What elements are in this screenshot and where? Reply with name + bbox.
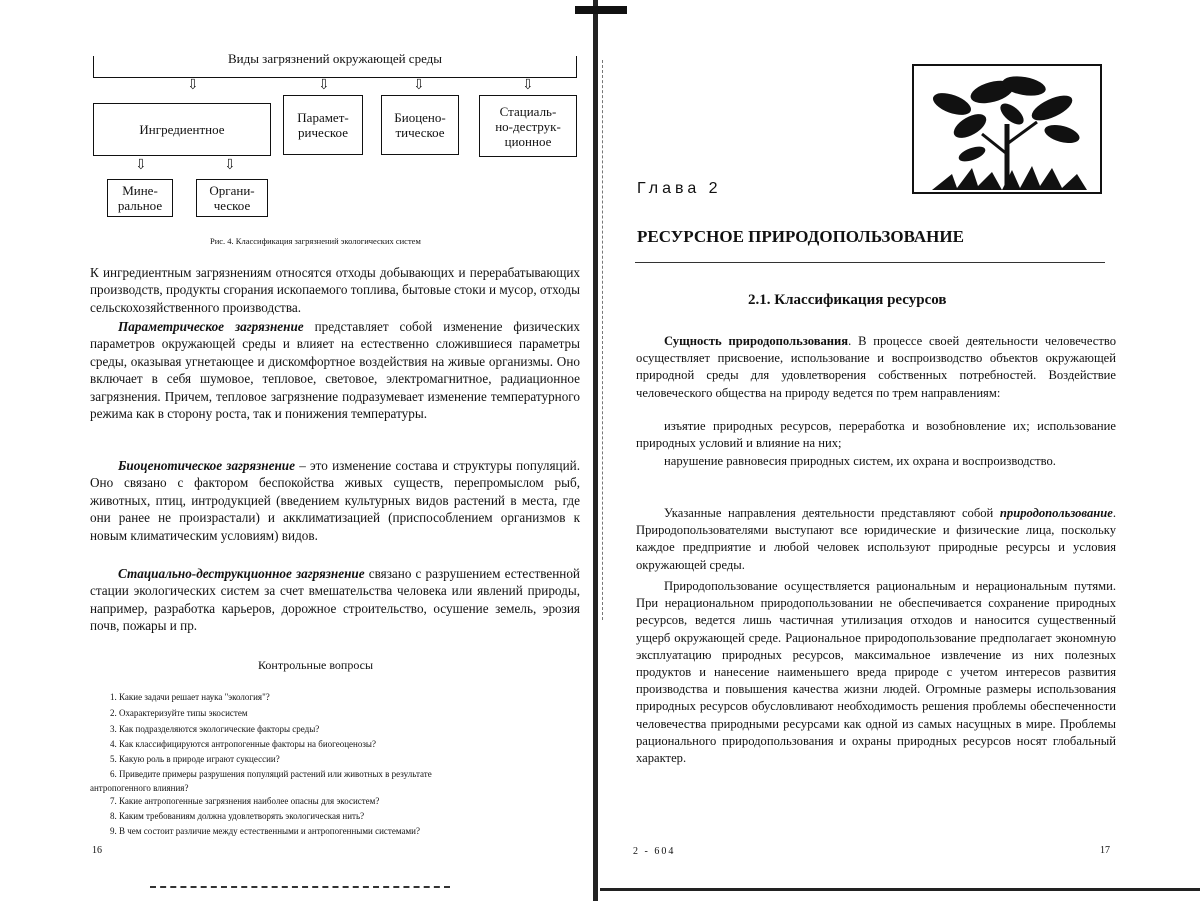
questions-title: Контрольные вопросы — [258, 658, 374, 672]
bottom-edge-line — [600, 888, 1200, 891]
question-item: 7. Какие антропогенные загрязнения наиболее опасны для экосистем? — [110, 796, 380, 806]
binding-edge-line — [602, 60, 604, 620]
page-number-left: 16 — [92, 845, 102, 856]
box-biocenotic: Биоцено- тическое — [381, 95, 459, 155]
question-item: 2. Охарактеризуйте типы экосистем — [110, 708, 248, 718]
paragraph-parametric: Параметрическое загрязнение представляет собой изменение физических параметров окружающей среды и влияет на естественно сложившиеся параметры среды, оказывая угнетающее и дискомфортное воздействия на живые организмы. Оно включает в себя шумовое, тепловое, световое, электромагнитное, радиационное загрязнения. Причем, тепловое загрязнение подразумевает изменение температурного режима как в сторону роста, так и понижения температуры. — [90, 319, 581, 422]
chapter-label: Глава 2 — [637, 180, 722, 197]
page-number-right: 17 — [1100, 845, 1110, 856]
arrow-down-icon: ⇩ — [135, 158, 147, 173]
paragraph-direction-2: нарушение равновесия природных систем, их охрана и воспроизводство. — [664, 454, 1056, 468]
chapter-rule — [635, 262, 1105, 263]
paragraph-biocenotic: Биоценотическое загрязнение – это изменение состава и структуры популяций. Оно связано с фактором беспокойства живых существ, перепромыслом рыб, животных, птиц, интродукцией (введением культурных видов растений в места, где они ранее не произрастали) и акклиматизацией (приспособлением организмов к новым климатическим условиям) видов. — [90, 458, 581, 543]
bottom-edge-dashes — [150, 886, 450, 888]
arrow-down-icon: ⇩ — [318, 78, 330, 93]
binding-shadow — [593, 0, 598, 901]
question-item: 1. Какие задачи решает наука "экология"? — [110, 692, 270, 702]
question-item: 6. Приведите примеры разрушения популяций растений или животных в результате — [110, 769, 432, 779]
box-parametric: Парамет- рическое — [283, 95, 363, 155]
plant-illustration — [912, 64, 1102, 194]
binding-top-mark — [575, 6, 627, 14]
paragraph-essence: Сущность природопользования. В процессе своей деятельности человечество осуществляет присвоение, использование и воспроизводство объектов окружающей природной среды для удовлетворения собственных потребностей. Воздействие человеческого общества на природу ведется по трем направлениям: — [636, 334, 1116, 400]
box-stational: Стациаль- но-деструк- ционное — [479, 95, 577, 157]
figure-title-box — [93, 51, 577, 78]
paragraph-directions-summary: Указанные направления деятельности представляют собой природопользование. Природопользователями выступают все юридические и физические лица, поскольку каждое предприятие и любой человек используют природные ресурсы и условия окружающей среды. — [636, 506, 1116, 572]
question-item: 8. Каким требованиям должна удовлетворять экологическая нить? — [110, 811, 365, 821]
figure-title: Виды загрязнений окружающей среды — [224, 51, 446, 66]
question-item: 9. В чем состоит различие между естественными и антропогенными системами? — [110, 826, 420, 836]
arrow-down-icon: ⇩ — [224, 158, 236, 173]
footer-signature: 2 - 604 — [633, 846, 676, 857]
paragraph-stational: Стациально-деструкционное загрязнение связано с разрушением естественной стации экологических систем за счет вмешательства человека или явлений природы, например, разработка карьеров, дорожное строительство, осушение земель, эрозия почв, пожары и пр. — [90, 566, 580, 634]
question-item: 4. Как классифицируются антропогенные факторы на биогеоценозы? — [110, 739, 376, 749]
chapter-title: РЕСУРСНОЕ ПРИРОДОПОЛЬЗОВАНИЕ — [637, 227, 964, 246]
box-mineral: Мине- ральное — [107, 179, 173, 217]
arrow-down-icon: ⇩ — [187, 78, 199, 93]
figure-caption: Рис. 4. Классификация загрязнений экологических систем — [210, 236, 421, 246]
question-item: 5. Какую роль в природе играют сукцессии? — [110, 754, 280, 764]
arrow-down-icon: ⇩ — [413, 78, 425, 93]
box-organic: Органи- ческое — [196, 179, 268, 217]
arrow-down-icon: ⇩ — [522, 78, 534, 93]
section-title: 2.1. Классификация ресурсов — [748, 292, 947, 308]
paragraph-direction-1: изъятие природных ресурсов, переработка и возобновление их; использование природных условий и влияние на них; — [636, 419, 1116, 451]
question-item: антропогенного влияния? — [90, 783, 189, 793]
box-ingredient: Ингредиентное — [93, 103, 271, 156]
paragraph-rational-use: Природопользование осуществляется рациональным и нерациональным путями. При нерациональном природопользовании не обеспечивается сохранение природных ресурсов, ведется лишь частичная утилизация отходов и наносится существенный ущерб окружающей среде. Рациональное природопользование предполагает экономную эксплуатацию природных ресурсов, максимальное извлечение из них полезных продуктов и нанесение наименьшего вреда природе с учетом интересов развития производства и повышения качества жизни людей. Огромные размеры использования природных ресурсов обусловливают необходимость решения проблемы обеспеченности человечества природными ресурсами как одной из самых насущных в мире. Проблемы рационального природопользования и охраны природных ресурсов носят глобальный характер. — [636, 579, 1116, 766]
question-item: 3. Как подразделяются экологические факторы среды? — [110, 724, 320, 734]
paragraph-ingredient: К ингредиентным загрязнениям относятся отходы добывающих и перерабатывающих производств, продукты сгорания ископаемого топлива, бытовые стоки и мусор, отходы сельскохозяйственного производства. — [90, 265, 580, 315]
